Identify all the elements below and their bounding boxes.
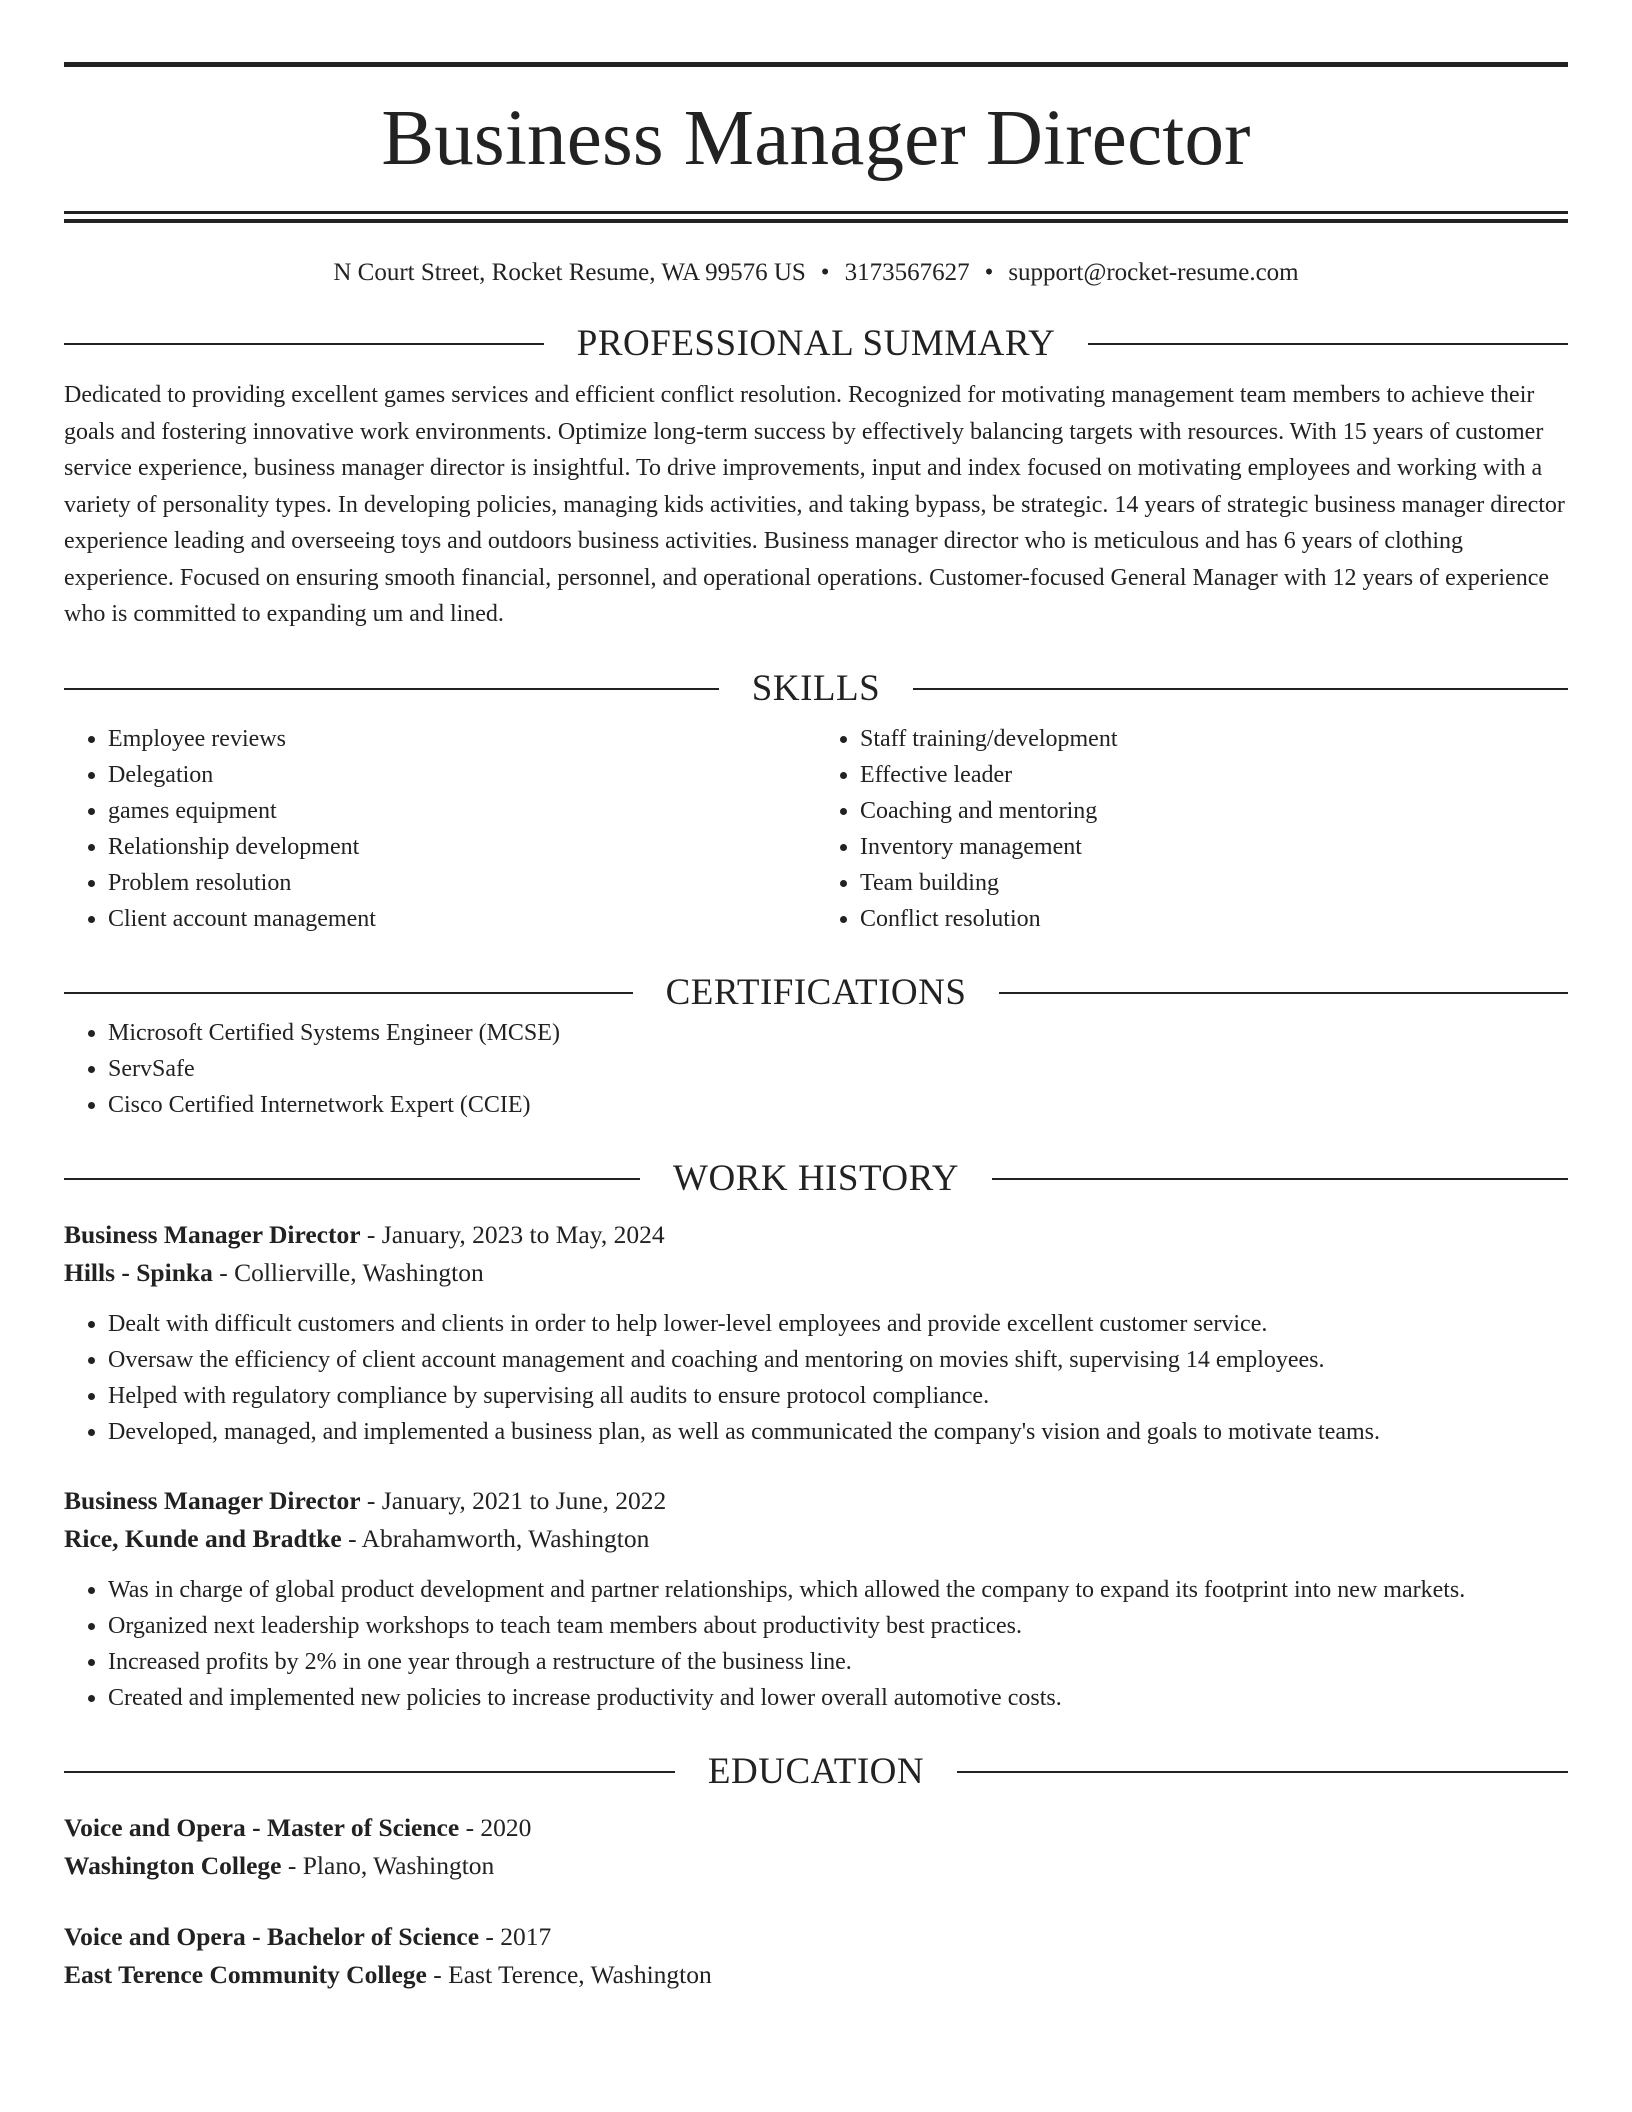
certifications-title: CERTIFICATIONS — [665, 971, 967, 1013]
job-duty: • Dealt with difficult customers and clients in order to help lower-level employees and provide excellent customer service. — [108, 1306, 1568, 1342]
skill-item: • Client account management — [108, 901, 816, 937]
skill-item: • Employee reviews — [108, 721, 816, 757]
heading-rule — [992, 1178, 1568, 1180]
skill-item: • Delegation — [108, 757, 816, 793]
job-duties-list — [64, 1572, 1568, 1716]
job-company-line — [64, 1520, 1568, 1558]
education-school-line — [64, 1847, 1568, 1885]
contact-address: N Court Street, Rocket Resume, WA 99576 US — [333, 259, 806, 286]
summary-heading — [64, 322, 1568, 366]
job-duty: • Helped with regulatory compliance by supervising all audits to ensure protocol compliance. — [108, 1378, 1568, 1414]
skill-item: • Inventory management — [860, 829, 1568, 865]
education-year: - 2020 — [459, 1812, 532, 1842]
header-double-rule — [64, 211, 1568, 223]
skills-list-left — [64, 721, 816, 937]
job-duty: • Oversaw the efficiency of client account management and coaching and mentoring on movies shift, supervising 14 employees. — [108, 1342, 1568, 1378]
heading-rule — [64, 992, 633, 994]
education-location: - Plano, Washington — [281, 1850, 495, 1880]
skill-item: • Team building — [860, 865, 1568, 901]
certification-item: • Microsoft Certified Systems Engineer (MCSE) — [108, 1015, 1568, 1051]
skills-list-right — [816, 721, 1568, 937]
job-location: - Collierville, Washington — [212, 1257, 484, 1287]
education-degree-line — [64, 1809, 1568, 1847]
education-entry — [64, 1918, 1568, 1994]
certifications-list — [64, 1015, 1568, 1123]
education-school: East Terence Community College — [64, 1959, 427, 1989]
certification-item: • ServSafe — [108, 1051, 1568, 1087]
job-location: - Abrahamworth, Washington — [341, 1523, 650, 1553]
heading-rule — [64, 1771, 675, 1773]
summary-title: PROFESSIONAL SUMMARY — [576, 323, 1056, 364]
job-entry — [64, 1482, 1568, 1716]
education-title: EDUCATION — [707, 1750, 925, 1792]
resume-name: Business Manager Director — [381, 95, 1251, 182]
job-company: Hills - Spinka — [64, 1257, 213, 1287]
header-top-rule — [64, 62, 1568, 67]
job-dates: - January, 2021 to June, 2022 — [360, 1485, 667, 1515]
job-role-line — [64, 1482, 1568, 1520]
education-school: Washington College — [64, 1850, 282, 1880]
job-duty: • Organized next leadership workshops to teach team members about productivity best practices. — [108, 1608, 1568, 1644]
job-role-line — [64, 1216, 1568, 1254]
skills-heading — [64, 667, 1568, 711]
education-degree: Voice and Opera - Master of Science — [64, 1812, 460, 1842]
skill-item: • Conflict resolution — [860, 901, 1568, 937]
education-location: - East Terence, Washington — [426, 1959, 712, 1989]
heading-rule — [1088, 343, 1568, 345]
certifications-heading — [64, 971, 1568, 1015]
job-entry — [64, 1216, 1568, 1450]
summary-text: Dedicated to providing excellent games services and efficient conflict resolution. Recognized for motivating management team members to achieve their goals and fostering innovative work environments. Optimize long-term success by effectively balancing targets with resources. With 15 years of customer service experience, business manager director is insightful. To drive improvements, input and index focused on motivating employees and working with a variety of personality types. In developing policies, managing kids activities, and taking bypass, be strategic. 14 years of strategic business manager director experience leading and overseeing toys and outdoors business activities. Business manager director who is meticulous and has 6 years of clothing experience. Focused on ensuring smooth financial, personnel, and operational operations. Customer-focused General Manager with 12 years of experience who is committed to expanding um and lined. — [64, 382, 1565, 627]
heading-rule — [999, 992, 1568, 994]
skill-item: • Relationship development — [108, 829, 816, 865]
heading-rule — [957, 1771, 1568, 1773]
job-duties-list — [64, 1306, 1568, 1450]
skills-columns — [64, 721, 1568, 937]
work-history-title: WORK HISTORY — [673, 1157, 959, 1199]
skill-item: • Staff training/development — [860, 721, 1568, 757]
heading-rule — [64, 1178, 640, 1180]
job-duty: • Developed, managed, and implemented a business plan, as well as communicated the company's vision and goals to motivate teams. — [108, 1414, 1568, 1450]
education-heading — [64, 1750, 1568, 1794]
job-duty: • Increased profits by 2% in one year through a restructure of the business line. — [108, 1644, 1568, 1680]
skill-item: • Effective leader — [860, 757, 1568, 793]
education-school-line — [64, 1956, 1568, 1994]
contact-line — [64, 258, 1568, 288]
contact-phone: 3173567627 — [844, 259, 970, 286]
job-duty: • Was in charge of global product development and partner relationships, which allowed the company to expand its footprint into new markets. — [108, 1572, 1568, 1608]
skill-item: • games equipment — [108, 793, 816, 829]
job-role: Business Manager Director — [64, 1219, 361, 1249]
education-degree-line — [64, 1918, 1568, 1956]
heading-rule — [64, 343, 544, 345]
certification-item: • Cisco Certified Internetwork Expert (CCIE) — [108, 1087, 1568, 1123]
contact-separator: • — [820, 259, 830, 286]
contact-separator: • — [984, 259, 994, 286]
job-company-line — [64, 1254, 1568, 1292]
skill-item: • Coaching and mentoring — [860, 793, 1568, 829]
job-company: Rice, Kunde and Bradtke — [64, 1523, 342, 1553]
job-role: Business Manager Director — [64, 1485, 361, 1515]
work-history-heading — [64, 1157, 1568, 1201]
heading-rule — [64, 688, 719, 690]
education-year: - 2017 — [479, 1921, 552, 1951]
education-entry — [64, 1809, 1568, 1885]
skill-item: • Problem resolution — [108, 865, 816, 901]
job-duty: • Created and implemented new policies to increase productivity and lower overall automotive costs. — [108, 1680, 1568, 1716]
education-degree: Voice and Opera - Bachelor of Science — [64, 1921, 480, 1951]
job-dates: - January, 2023 to May, 2024 — [360, 1219, 665, 1249]
contact-email: support@rocket-resume.com — [1008, 259, 1299, 286]
heading-rule — [913, 688, 1568, 690]
skills-title: SKILLS — [751, 667, 881, 709]
